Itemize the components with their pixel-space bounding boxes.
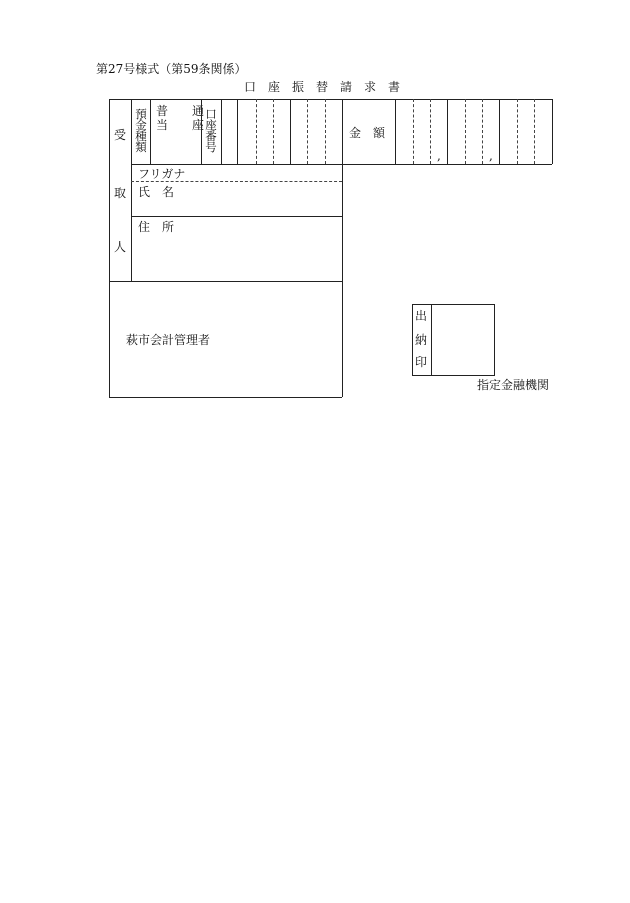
recipient-label-char-3: 人 xyxy=(114,240,127,254)
amount-digit-separator xyxy=(465,99,466,164)
amount-label: 金 額 xyxy=(349,126,386,140)
amount-label-divider xyxy=(395,99,396,164)
digit-separator xyxy=(290,99,291,164)
account-type-current[interactable]: 当 座 xyxy=(156,118,205,132)
digit-separator xyxy=(273,99,274,164)
digit-separator xyxy=(256,99,257,164)
furigana-label: フリガナ xyxy=(138,167,186,181)
form-left-border xyxy=(109,99,110,397)
page-title: 口 座 振 替 請 求 書 xyxy=(244,80,401,94)
form-right-border xyxy=(552,99,553,164)
address-top-border xyxy=(131,216,342,217)
digit-separator xyxy=(237,99,238,164)
digit-separator xyxy=(307,99,308,164)
account-number-divider-left xyxy=(201,99,202,164)
form-bottom-border xyxy=(109,397,342,398)
address-label: 住 所 xyxy=(138,220,175,234)
form-number: 第27号様式（第59条関係） xyxy=(96,62,247,76)
recipient-label-char-2: 取 xyxy=(114,186,127,200)
deposit-type-label: 預 金 種 類 xyxy=(135,107,147,154)
account-number-divider-right xyxy=(221,99,222,164)
furigana-divider xyxy=(131,181,342,182)
treasurer-label: 萩市会計管理者 xyxy=(126,333,211,347)
account-number-label: 口 座 番 号 xyxy=(205,107,217,154)
amount-group-separator xyxy=(447,99,448,164)
account-type-ordinary[interactable]: 普 通 xyxy=(156,104,205,118)
stamp-box-divider xyxy=(431,304,432,376)
amount-digit-separator xyxy=(534,99,535,164)
stamp-label-char-1: 出 xyxy=(415,309,428,323)
amount-digit-separator xyxy=(413,99,414,164)
treasurer-top-border xyxy=(109,281,342,282)
deposit-type-divider xyxy=(150,99,151,164)
digit-separator xyxy=(325,99,326,164)
recipient-label-char-1: 受 xyxy=(114,128,127,142)
amount-digit-separator xyxy=(517,99,518,164)
name-field[interactable] xyxy=(180,183,338,213)
name-label: 氏 名 xyxy=(138,185,175,199)
recipient-column-divider xyxy=(131,99,132,281)
account-row-bottom-border xyxy=(342,164,552,165)
amount-digit-separator xyxy=(482,99,483,164)
stamp-label-char-3: 印 xyxy=(415,355,428,369)
form-middle-border xyxy=(342,99,343,397)
thousands-comma: , xyxy=(489,149,493,163)
amount-digit-separator xyxy=(430,99,431,164)
account-row-left-bottom-border xyxy=(131,164,342,165)
thousands-comma: , xyxy=(437,149,441,163)
stamp-label-char-2: 納 xyxy=(415,333,428,347)
form-top-border xyxy=(109,99,552,100)
designated-bank-label: 指定金融機関 xyxy=(477,378,550,392)
address-field[interactable] xyxy=(180,218,338,278)
amount-group-separator xyxy=(499,99,500,164)
